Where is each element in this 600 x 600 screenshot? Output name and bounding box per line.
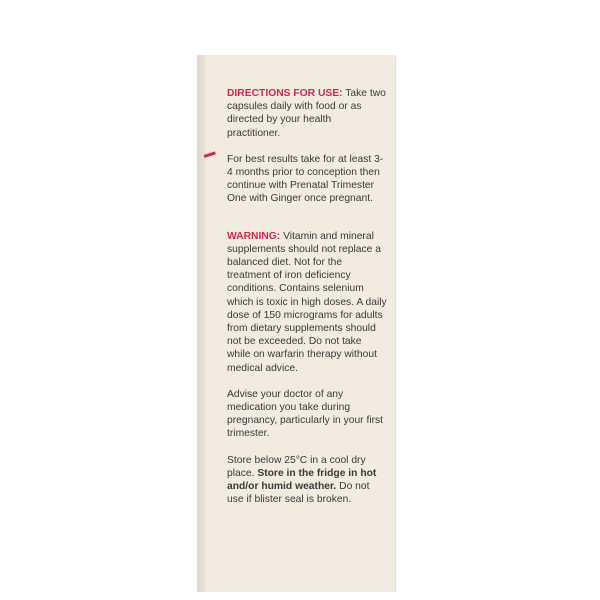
storage-paragraph [227, 454, 387, 507]
directions-heading: DIRECTIONS FOR USE: [227, 88, 343, 99]
storage-bold-text: Store in the fridge in hot and/or humid weather. [227, 467, 377, 493]
warning-heading: WARNING: [227, 230, 281, 242]
warning-paragraph [227, 230, 387, 375]
warning-text: Vitamin and mineral supplements should not replace a balanced diet. Not for the treatment of iron deficiency conditions. Contains selenium which is toxic in high doses. A daily dose of 150 micrograms for adults from dietary supplements should not be exceeded. Do not take while on warfarin therapy without medical advice. [227, 230, 387, 374]
box-label-text [227, 87, 387, 506]
best-results-paragraph: For best results take for at least 3-4 months prior to conception then continue with Prenatal Trimester One with Ginger once pregnant. [227, 153, 384, 205]
blister-seal-text: Do not use if blister seal is broken. [227, 481, 370, 506]
advise-paragraph: Advise your doctor of any medication you take during pregnancy, particularly in your first trimester. [227, 388, 384, 440]
storage-text: Store below 25°C in a cool dry place. [227, 454, 366, 479]
directions-text: Take two capsules daily with food or as directed by your health practitioner. [227, 88, 386, 139]
directions-paragraph [227, 87, 387, 140]
